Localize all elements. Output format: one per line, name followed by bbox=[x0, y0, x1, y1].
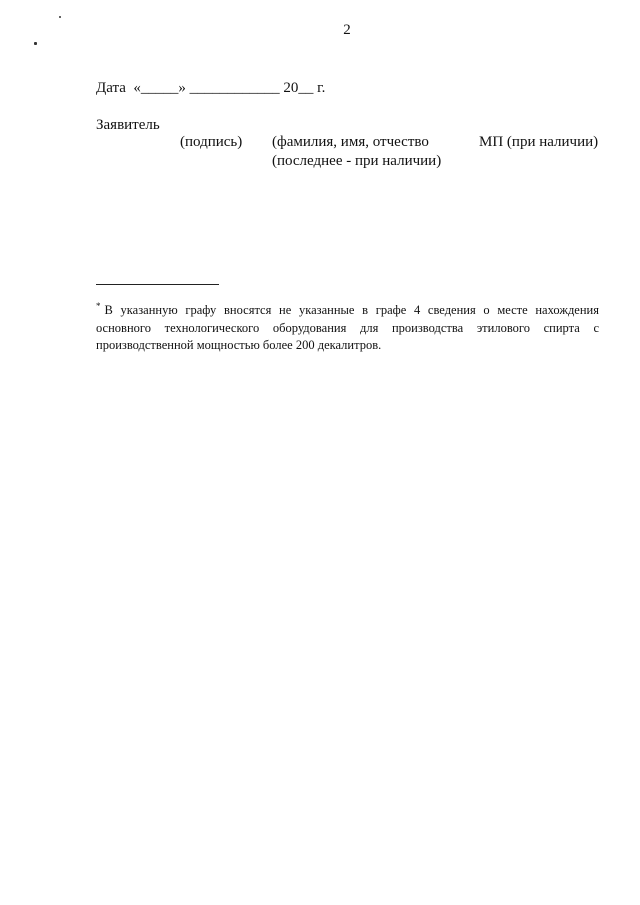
page-number: 2 bbox=[343, 22, 351, 38]
scan-speck bbox=[34, 42, 37, 45]
scan-speck bbox=[59, 16, 61, 18]
applicant-label: Заявитель bbox=[96, 117, 160, 133]
footnote-text: В указанную графу вносятся не указанные в графе 4 сведения о месте нахождения основного технологического оборудования для производства этилового спирта с производственной мощностью более 200 декалитров. bbox=[96, 303, 599, 352]
full-name-caption-line1: (фамилия, имя, отчество bbox=[272, 134, 429, 150]
footnote-mark: * bbox=[96, 300, 101, 311]
signature-caption: (подпись) bbox=[180, 134, 243, 150]
date-line: Дата «_____» ____________ 20__ г. bbox=[96, 80, 326, 96]
stamp-caption: МП (при наличии) bbox=[479, 134, 599, 150]
footnote-divider bbox=[96, 284, 219, 285]
footnote bbox=[96, 302, 599, 355]
full-name-caption-line2: (последнее - при наличии) bbox=[272, 153, 442, 169]
full-name-caption bbox=[272, 133, 441, 171]
